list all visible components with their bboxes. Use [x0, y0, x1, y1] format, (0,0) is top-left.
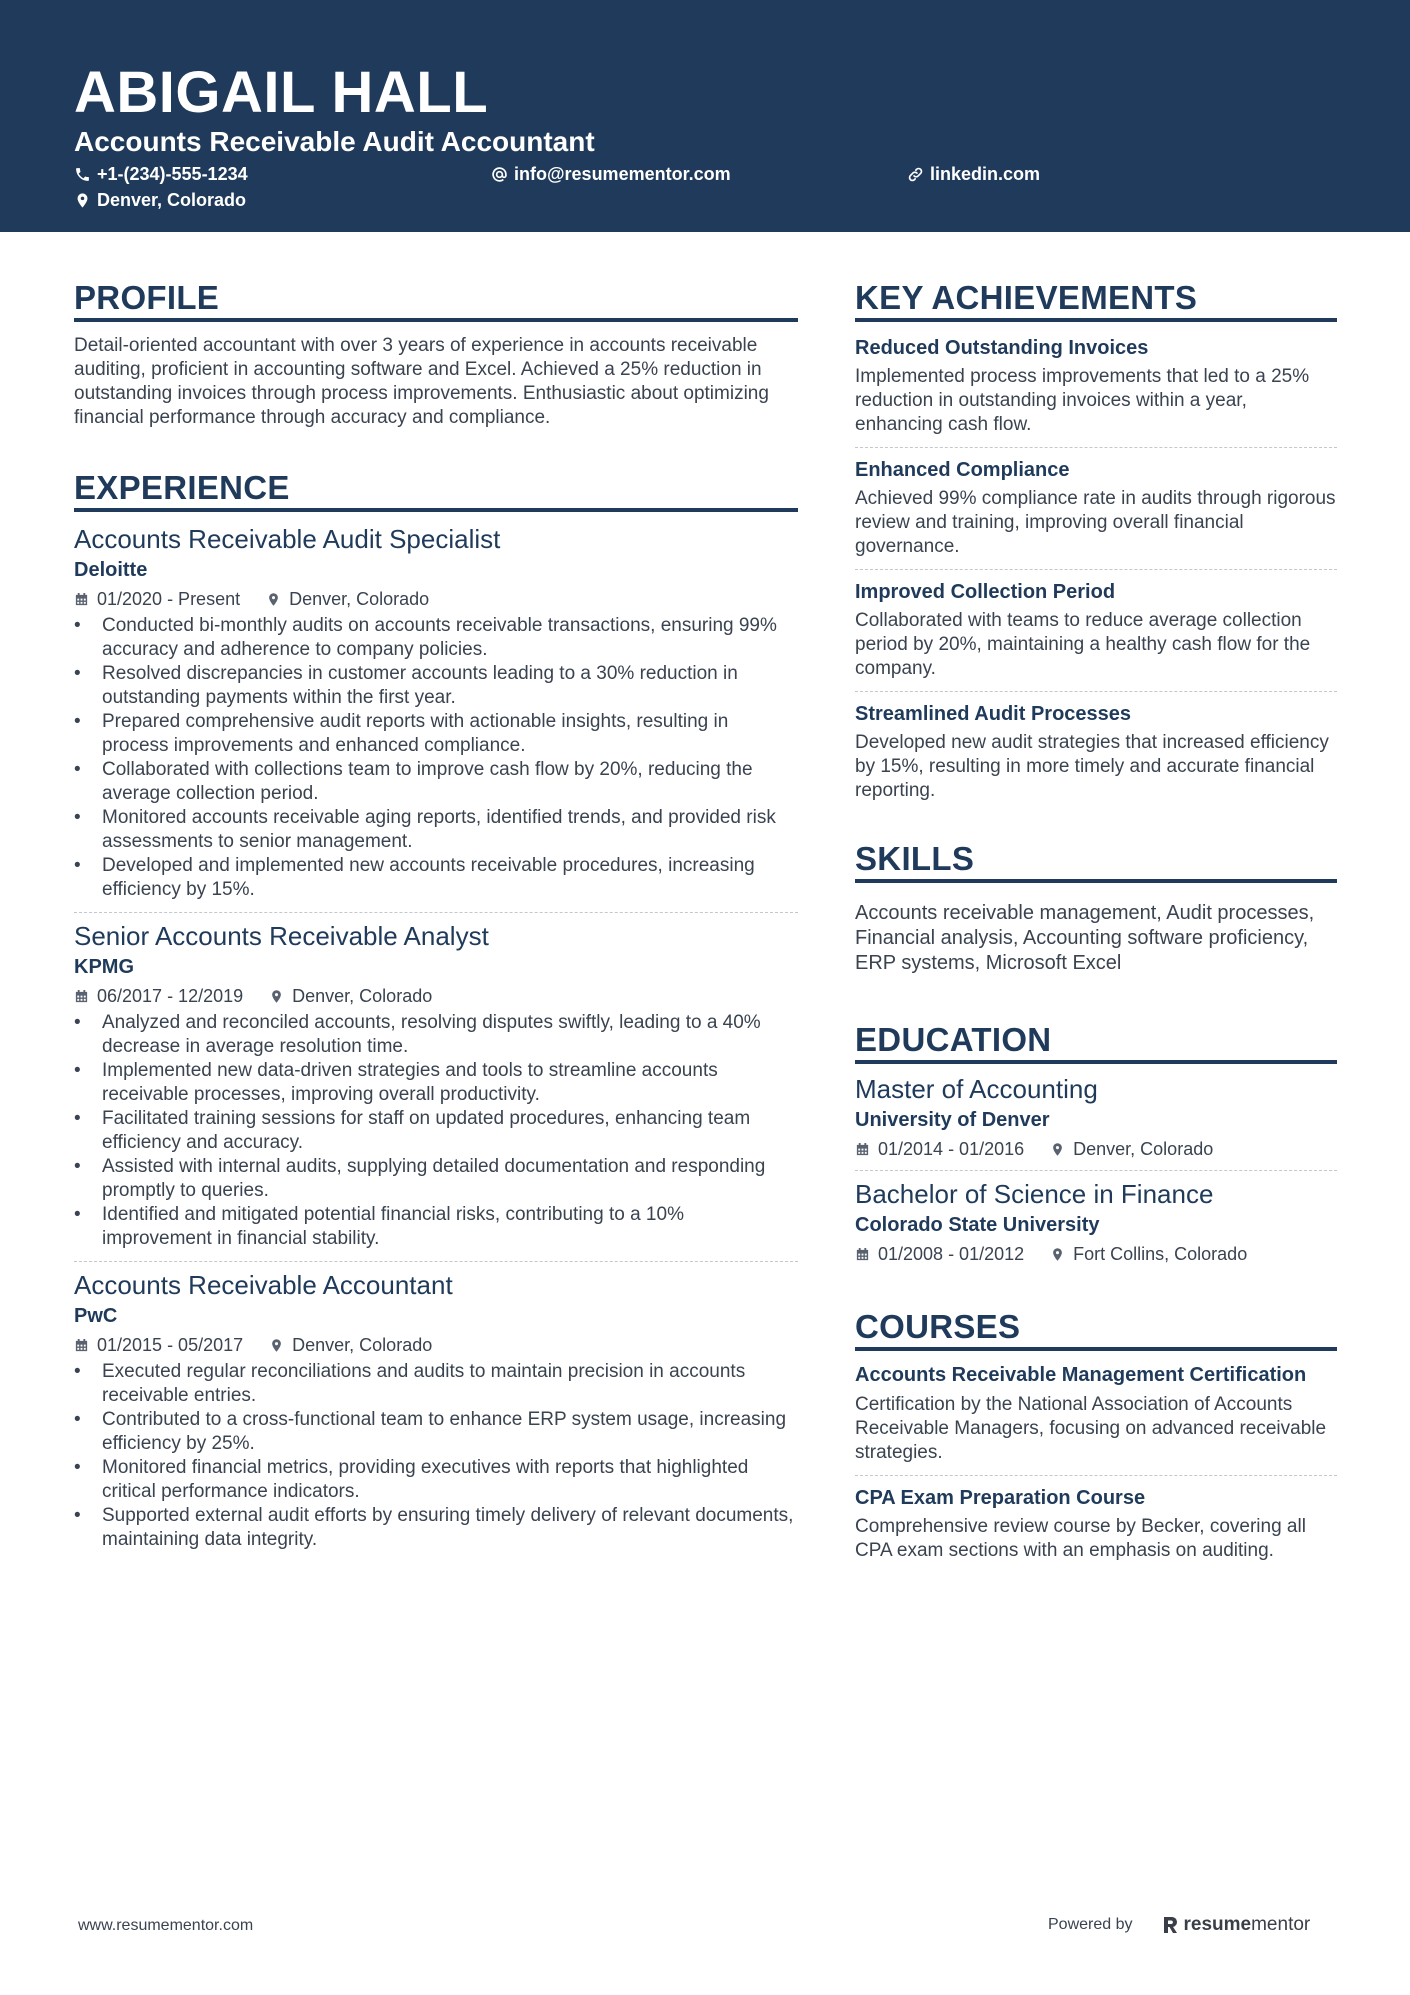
bullet-item: • Resolved discrepancies in customer accounts leading to a 30% reduction in outstanding payments within the first year. — [74, 662, 798, 710]
job-company: KPMG — [74, 956, 134, 978]
candidate-role: Accounts Receivable Audit Accountant — [74, 126, 595, 157]
job-entry — [74, 1268, 798, 1552]
bullet-item: • Conducted bi-monthly audits on accounts receivable transactions, ensuring 99% accuracy and adherence to company policies. — [74, 614, 798, 662]
footer-website[interactable]: www.resumementor.com — [78, 1917, 254, 1934]
skills-text: Accounts receivable management, Audit processes, Financial analysis, Accounting software proficiency, ERP systems, Microsoft Excel — [855, 902, 1315, 974]
brand-logo[interactable] — [1163, 1914, 1311, 1936]
profile-text: Detail-oriented accountant with over 3 years of experience in accounts receivable auditing, proficient in accounting software and Excel. Achieved a 25% reduction in outstanding invoices through process improvements. Enthusiastic about optimizing financial performance through accuracy and compliance. — [74, 335, 769, 428]
bullet-item: • Implemented new data-driven strategies and tools to streamline accounts receivable processes, improving overall productivity. — [74, 1059, 798, 1107]
education-location: Fort Collins, Colorado — [1073, 1244, 1248, 1264]
education-item — [855, 1072, 1337, 1162]
job-dates: 01/2015 - 05/2017 — [97, 1335, 244, 1355]
course-item — [855, 1484, 1337, 1563]
calendar-icon — [855, 1247, 870, 1262]
resumementor-logo-icon — [1163, 1916, 1179, 1934]
achievement-title: Improved Collection Period — [855, 581, 1116, 603]
brand-bold: resume — [1183, 1914, 1252, 1935]
job-entry — [74, 919, 798, 1251]
job-meta — [74, 586, 798, 612]
achievement-item — [855, 334, 1337, 437]
phone-text: +1-(234)-555-1234 — [97, 164, 248, 184]
education-dates: 01/2014 - 01/2016 — [878, 1139, 1025, 1159]
experience-heading: EXPERIENCE — [74, 468, 798, 512]
footer-powered-by — [1048, 1914, 1310, 1936]
map-pin-icon — [269, 989, 284, 1004]
right-column — [855, 278, 1337, 1563]
powered-by-label: Powered by — [1048, 1916, 1133, 1933]
job-entry — [74, 522, 798, 902]
education-heading: EDUCATION — [855, 1020, 1337, 1064]
divider — [74, 912, 798, 913]
phone-icon — [74, 166, 91, 183]
achievement-title: Enhanced Compliance — [855, 459, 1070, 481]
bullet-item: • Executed regular reconciliations and audits to maintain precision in accounts receivable entries. — [74, 1360, 798, 1408]
skills-heading: SKILLS — [855, 839, 1337, 883]
left-column — [74, 278, 798, 1552]
school: University of Denver — [855, 1109, 1050, 1131]
job-title: Accounts Receivable Audit Specialist — [74, 524, 501, 554]
job-dates: 01/2020 - Present — [97, 589, 241, 609]
education-dates: 01/2008 - 01/2012 — [878, 1244, 1025, 1264]
education-meta — [855, 1241, 1337, 1267]
candidate-name: ABIGAIL HALL — [74, 60, 489, 125]
job-location: Denver, Colorado — [292, 986, 433, 1006]
contact-phone[interactable] — [74, 162, 248, 186]
contact-linkedin[interactable] — [907, 162, 1040, 186]
school: Colorado State University — [855, 1214, 1100, 1236]
job-bullets — [74, 614, 798, 902]
email-text: info@resumementor.com — [514, 164, 731, 184]
location-text: Denver, Colorado — [97, 190, 247, 210]
education-meta — [855, 1136, 1337, 1162]
job-title: Senior Accounts Receivable Analyst — [74, 921, 489, 951]
at-sign-icon — [491, 166, 508, 183]
course-item — [855, 1363, 1337, 1465]
bullet-item: • Assisted with internal audits, supplying detailed documentation and responding promptly to queries. — [74, 1155, 798, 1203]
bullet-item: • Identified and mitigated potential financial risks, contributing to a 10% improvement in financial stability. — [74, 1203, 798, 1251]
job-company: PwC — [74, 1305, 118, 1327]
job-company: Deloitte — [74, 559, 148, 581]
divider — [855, 447, 1337, 448]
bullet-item: • Monitored financial metrics, providing executives with reports that highlighted critical performance indicators. — [74, 1456, 798, 1504]
bullet-item: • Supported external audit efforts by ensuring timely delivery of relevant documents, maintaining data integrity. — [74, 1504, 798, 1552]
degree: Master of Accounting — [855, 1074, 1098, 1104]
job-meta — [74, 983, 798, 1009]
contact-location — [74, 188, 246, 212]
map-pin-icon — [269, 1338, 284, 1353]
linkedin-text: linkedin.com — [930, 164, 1041, 184]
bullet-item: • Analyzed and reconciled accounts, resolving disputes swiftly, leading to a 40% decrease in average resolution time. — [74, 1011, 798, 1059]
courses-heading: COURSES — [855, 1307, 1337, 1351]
achievement-item — [855, 578, 1337, 681]
contact-email[interactable] — [491, 162, 731, 186]
brand-light: mentor — [1251, 1914, 1311, 1935]
map-pin-icon — [74, 192, 91, 209]
achievement-item — [855, 700, 1337, 803]
calendar-icon — [74, 1338, 89, 1353]
map-pin-icon — [1050, 1142, 1065, 1157]
job-dates: 06/2017 - 12/2019 — [97, 986, 244, 1006]
achievement-title: Streamlined Audit Processes — [855, 703, 1132, 725]
education-item — [855, 1177, 1337, 1267]
job-meta — [74, 1332, 798, 1358]
bullet-item: • Prepared comprehensive audit reports with actionable insights, resulting in process improvements and enhanced compliance. — [74, 710, 798, 758]
achievement-text: Collaborated with teams to reduce average collection period by 20%, maintaining a healthy cash flow for the company. — [855, 610, 1311, 679]
job-bullets — [74, 1011, 798, 1251]
profile-heading: PROFILE — [74, 278, 798, 322]
job-location: Denver, Colorado — [289, 589, 430, 609]
degree: Bachelor of Science in Finance — [855, 1179, 1214, 1209]
achievement-text: Achieved 99% compliance rate in audits through rigorous review and training, improving overall financial governance. — [855, 488, 1336, 557]
calendar-icon — [74, 592, 89, 607]
education-location: Denver, Colorado — [1073, 1139, 1214, 1159]
map-pin-icon — [1050, 1247, 1065, 1262]
achievement-title: Reduced Outstanding Invoices — [855, 337, 1149, 359]
resume-header — [0, 0, 1410, 232]
bullet-item: • Contributed to a cross-functional team to enhance ERP system usage, increasing efficiency by 25%. — [74, 1408, 798, 1456]
divider — [855, 569, 1337, 570]
course-text: Certification by the National Association of Accounts Receivable Managers, focusing on advanced receivable strategies. — [855, 1394, 1327, 1463]
calendar-icon — [74, 989, 89, 1004]
calendar-icon — [855, 1142, 870, 1157]
bullet-item: • Monitored accounts receivable aging reports, identified trends, and provided risk assessments to senior management. — [74, 806, 798, 854]
link-icon — [907, 166, 924, 183]
job-bullets — [74, 1360, 798, 1552]
course-text: Comprehensive review course by Becker, covering all CPA exam sections with an emphasis on auditing. — [855, 1516, 1306, 1561]
achievement-text: Developed new audit strategies that increased efficiency by 15%, resulting in more timely and accurate financial reporting. — [855, 732, 1329, 801]
achievement-text: Implemented process improvements that led to a 25% reduction in outstanding invoices within a year, enhancing cash flow. — [855, 366, 1310, 435]
divider — [855, 1170, 1337, 1171]
course-title: Accounts Receivable Management Certification — [855, 1364, 1307, 1386]
job-title: Accounts Receivable Accountant — [74, 1270, 453, 1300]
bullet-item: • Developed and implemented new accounts receivable procedures, increasing efficiency by 15%. — [74, 854, 798, 902]
divider — [855, 691, 1337, 692]
achievement-item — [855, 456, 1337, 559]
bullet-item: • Collaborated with collections team to improve cash flow by 20%, reducing the average collection period. — [74, 758, 798, 806]
divider — [855, 1475, 1337, 1476]
course-title: CPA Exam Preparation Course — [855, 1487, 1146, 1509]
job-location: Denver, Colorado — [292, 1335, 433, 1355]
divider — [74, 1261, 798, 1262]
map-pin-icon — [266, 592, 281, 607]
bullet-item: • Facilitated training sessions for staff on updated procedures, enhancing team efficiency and accuracy. — [74, 1107, 798, 1155]
achievements-heading: KEY ACHIEVEMENTS — [855, 278, 1337, 322]
